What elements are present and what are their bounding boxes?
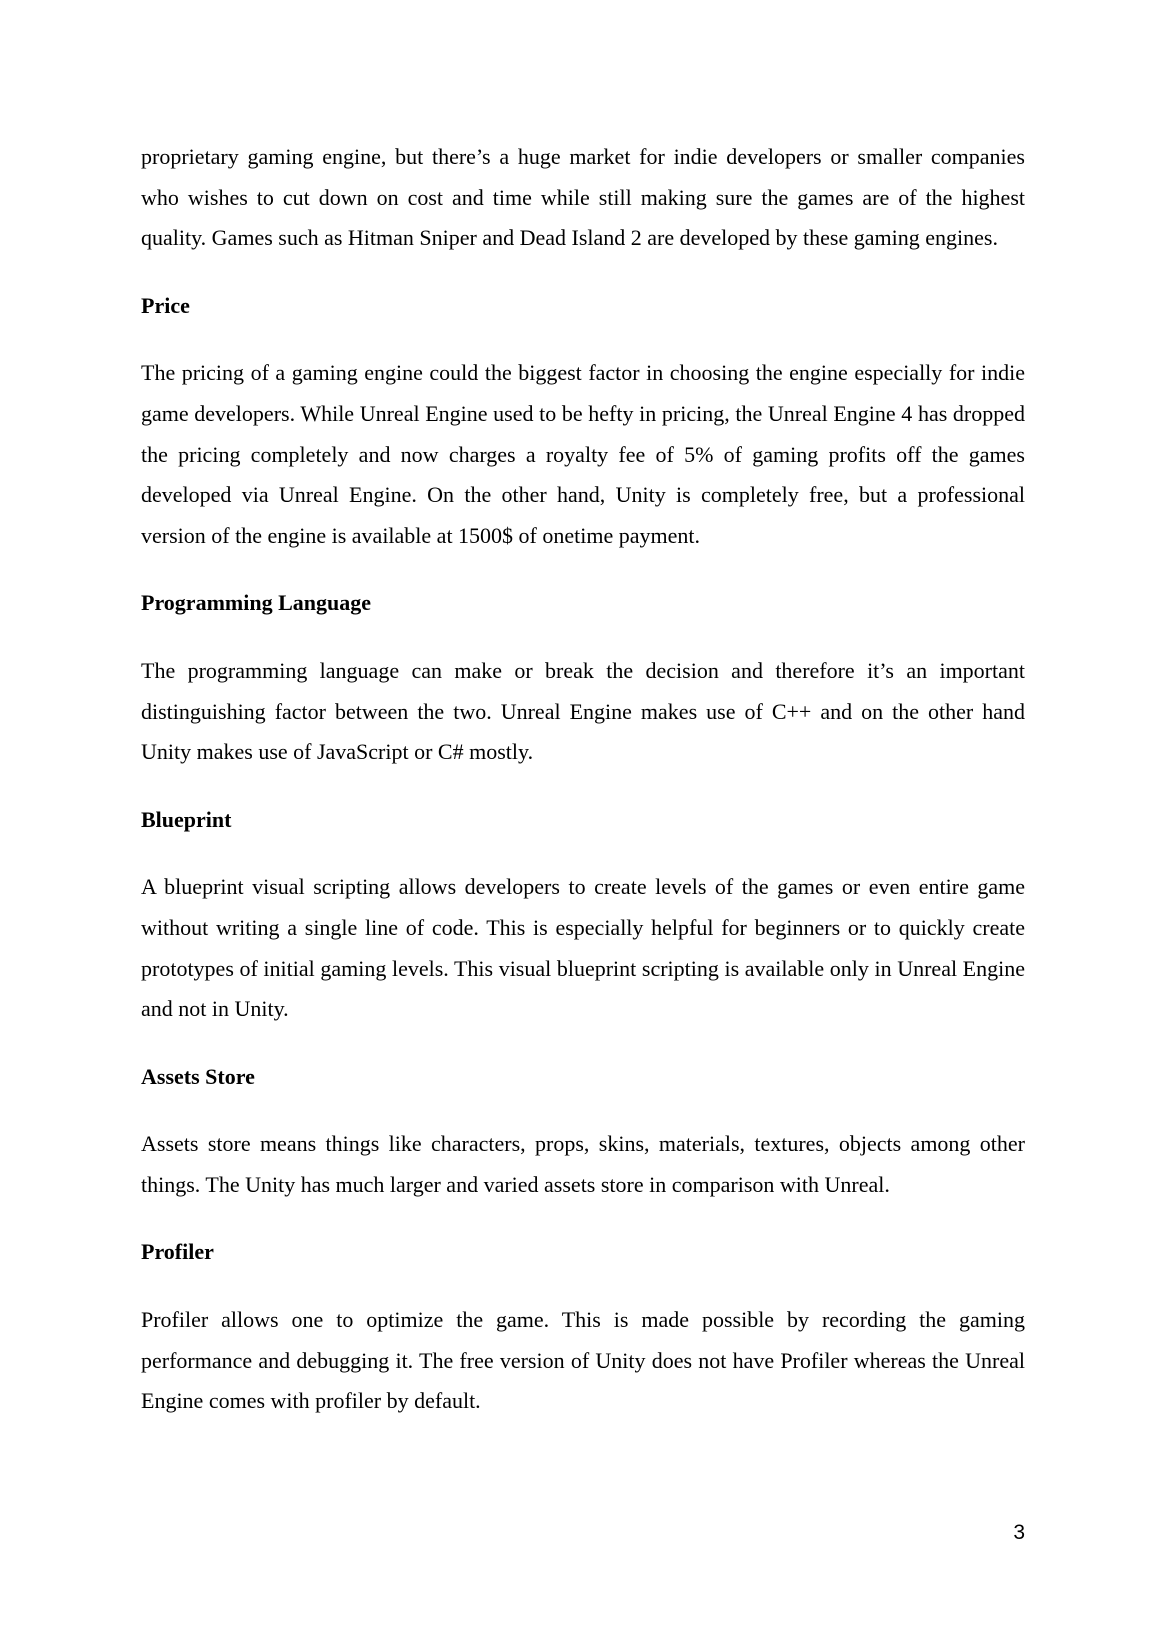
assets-store-heading: Assets Store	[141, 1063, 255, 1089]
profiler-heading: Profiler	[141, 1239, 214, 1265]
intro-paragraph: proprietary gaming engine, but there’s a huge market for indie developers or smaller companies who wishes to cut down on cost and time while still making sure the games are of the highest quality. Games such as Hitman Sniper and Dead Island 2 are developed by these gaming engines.	[141, 144, 1025, 251]
profiler-paragraph: Profiler allows one to optimize the game. This is made possible by recording the gaming performance and debugging it. The free version of Unity does not have Profiler whereas the Unreal Engine comes with profiler by default.	[141, 1307, 1025, 1414]
blueprint-heading: Blueprint	[141, 806, 232, 832]
programming-language-paragraph: The programming language can make or break the decision and therefore it’s an important distinguishing factor between the two. Unreal Engine makes use of C++ and on the other hand Unity makes use of JavaScript or C# mostly.	[141, 657, 1025, 765]
assets-store-paragraph: Assets store means things like characters, props, skins, materials, textures, objects among other things. The Unity has much larger and varied assets store in comparison with Unreal.	[141, 1131, 1025, 1197]
page-body	[141, 137, 1025, 1449]
price-heading: Price	[141, 292, 190, 318]
price-paragraph: The pricing of a gaming engine could the biggest factor in choosing the engine especially for indie game developers. While Unreal Engine used to be hefty in pricing, the Unreal Engine 4 has dropped the pricing completely and now charges a royalty fee of 5% of gaming profits off the games developed via Unreal Engine. On the other hand, Unity is completely free, but a professional version of the engine is available at 1500$ of onetime payment.	[141, 360, 1025, 548]
page-number: 3	[1013, 1521, 1025, 1544]
programming-language-heading: Programming Language	[141, 590, 371, 616]
blueprint-paragraph: A blueprint visual scripting allows developers to create levels of the games or even entire game without writing a single line of code. This is especially helpful for beginners or to quickly create prototypes of initial gaming levels. This visual blueprint scripting is available only in Unreal Engine and not in Unity.	[141, 874, 1025, 1022]
